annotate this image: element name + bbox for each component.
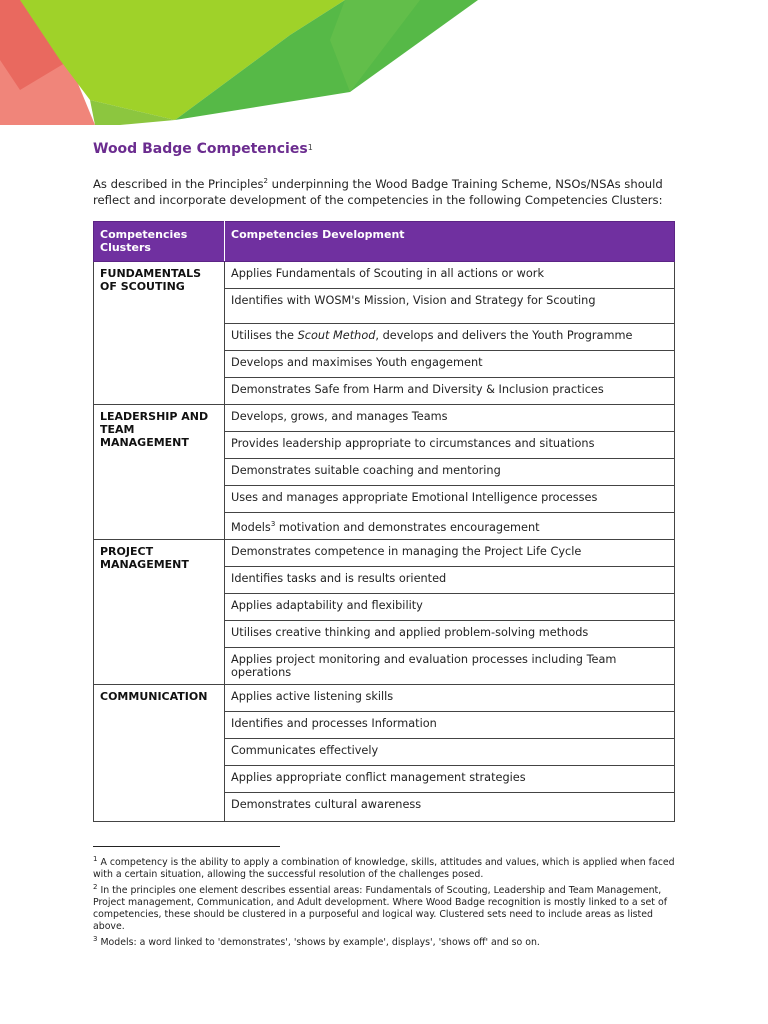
competency-item: Models$^3$ motivation and demonstrates encouragement: [225, 513, 675, 540]
table-row: [94, 540, 675, 567]
competency-item: Applies project monitoring and evaluation processes including Team operations: [225, 648, 675, 685]
footnote-1: $^1$ A competency is the ability to apply a combination of knowledge, skills, attitudes and values, which is applied when faced with a certain situation, allowing the successful resolution of the challenges posed.: [93, 855, 675, 881]
competency-item: Demonstrates suitable coaching and mentoring: [225, 459, 675, 486]
competency-item: Identifies with WOSM's Mission, Vision and Strategy for Scouting: [225, 289, 675, 324]
cluster-leadership: LEADERSHIP AND TEAM MANAGEMENT: [94, 405, 225, 540]
competency-item: Demonstrates cultural awareness: [225, 793, 675, 822]
intro-paragraph: As described in the Principles$^2$ underpinning the Wood Badge Training Scheme, NSOs/NSAs should reflect and incorporate development of the competencies in the following Competencies Clusters:: [93, 176, 663, 207]
competency-item: Utilises creative thinking and applied problem-solving methods: [225, 621, 675, 648]
footnote-2: $^2$ In the principles one element describes essential areas: Fundamentals of Scouting, Leadership and Team Management, Project management, Communication, and Adult development. Where Wood Badge recognition is mostly linked to a set of competencies, these should be clustered in a purposeful and logical way. Clustered sets need to include areas as listed above.: [93, 883, 667, 933]
cluster-fundamentals: FUNDAMENTALS OF SCOUTING: [94, 262, 225, 405]
competency-item: Uses and manages appropriate Emotional Intelligence processes: [225, 486, 675, 513]
table-row: [94, 262, 675, 289]
competency-item: Applies appropriate conflict management strategies: [225, 766, 675, 793]
header-development: Competencies Development: [225, 222, 675, 262]
competency-item: Communicates effectively: [225, 739, 675, 766]
competency-item: Develops, grows, and manages Teams: [225, 405, 675, 432]
competency-item: Identifies and processes Information: [225, 712, 675, 739]
header-clusters: Competencies Clusters: [94, 222, 225, 262]
competency-item: Identifies tasks and is results oriented: [225, 567, 675, 594]
competency-item: Applies active listening skills: [225, 685, 675, 712]
cluster-project: PROJECT MANAGEMENT: [94, 540, 225, 685]
competencies-table: [93, 221, 675, 822]
page-title: Wood Badge Competencies$^1$: [93, 141, 313, 157]
competency-item: Applies Fundamentals of Scouting in all actions or work: [225, 262, 675, 289]
cluster-communication: COMMUNICATION: [94, 685, 225, 822]
competency-item: Demonstrates competence in managing the Project Life Cycle: [225, 540, 675, 567]
footnote-3: $^3$ Models: a word linked to 'demonstrates', 'shows by example', displays', 'shows off' and so on.: [93, 935, 540, 949]
competency-item: [225, 324, 675, 351]
competency-item: Demonstrates Safe from Harm and Diversity & Inclusion practices: [225, 378, 675, 405]
item-text: Utilises the Scout Method, develops and delivers the Youth Programme: [231, 329, 633, 342]
header-decoration: [0, 0, 768, 130]
footnote-divider: [93, 846, 280, 847]
competency-item: Develops and maximises Youth engagement: [225, 351, 675, 378]
competency-item: Provides leadership appropriate to circumstances and situations: [225, 432, 675, 459]
table-header-row: [94, 222, 675, 262]
footnotes: [93, 853, 683, 949]
table-row: [94, 405, 675, 432]
competency-item: Applies adaptability and flexibility: [225, 594, 675, 621]
table-row: [94, 685, 675, 712]
